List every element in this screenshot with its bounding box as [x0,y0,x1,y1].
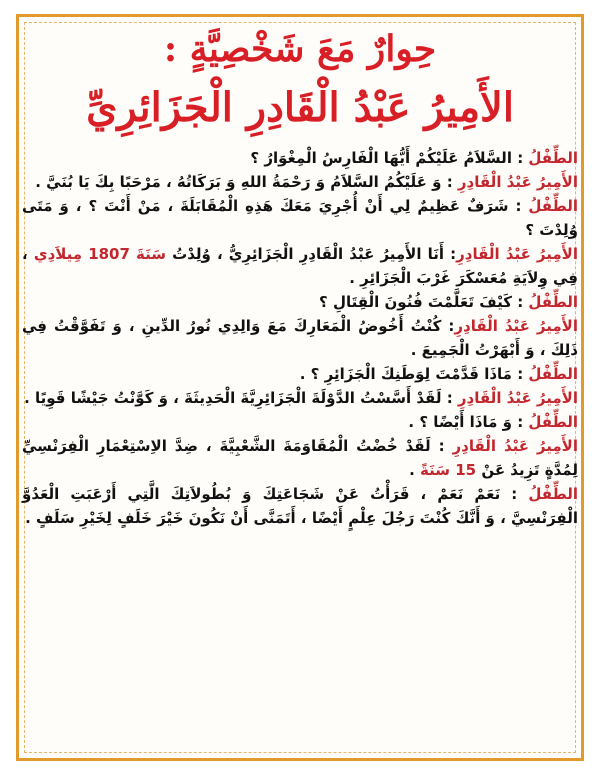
speaker: الطِّفْلُ [528,485,578,503]
speaker: الطِّفْلُ [528,365,578,383]
dialogue-line: الطِّفْلُ : كَيْفَ تَعَلَّمْتَ فُنُونَ الْقِتَالِ ؟ [319,293,578,311]
dialogue-line: الأَمِيرُ عَبْدُ الْقَادِرِ: أَنَا الأَمِيرُ عَبْدُ الْقَادِرِ الْجَزَائِرِيُّ ، وُلِدْتُ سَنَةَ 1807 مِيلاَدِي ، فِي وِلاَيَةِ مُعَسْكَرَ غَرْبَ الْجَزَائِرِ . [22,245,578,287]
line-text: ، فِي وِلاَيَةِ مُعَسْكَرَ غَرْبَ الْجَزَائِرِ . [22,245,578,287]
speaker: الطِّفْلُ [528,413,578,431]
dialogue-line: الأَمِيرُ عَبْدُ الْقَادِرِ : لَقَدْ أَسَّسْتُ الدَّوْلَةَ الْجَزَائِرِيَّةَ الْحَدِيثَةَ ، وَ كَوَّنْتُ جَيْشًا قَوِيًا . [24,389,578,407]
dialogue-line: الطِّفْلُ : نَعَمْ نَعَمْ ، قَرَأْتُ عَنْ شَجَاعَتِكَ وَ بُطُولاَتِكَ الَّتِي أَرْعَبَتِ الْعَدُوَّ الْفِرَنْسِيَّ ، وَ أَنَّكَ كُنْتَ رَجُلَ عِلْمٍ أَيْضًا ، أَتَمَنَّى أَنْ نَكُونَ خَيْرَ خَلَفٍ لِخَيْرِ سَلَفٍ . [22,485,578,527]
dialogue-line: الطِّفْلُ : وَ مَاذَا أَيْضًا ؟ . [408,413,578,431]
line-text: السَّلاَمُ عَلَيْكُمْ أَيُّهَا الْفَارِسُ الْمِغْوَارُ ؟ [250,149,512,167]
birth-year-highlight: سَنَةَ 1807 مِيلاَدِي [33,245,167,263]
speaker: الأَمِيرُ عَبْدُ الْقَادِرِ [454,317,578,335]
speaker: الطِّفْلُ [528,149,578,167]
line-text: لَقَدْ أَسَّسْتُ الدَّوْلَةَ الْجَزَائِرِيَّةَ الْحَدِيثَةَ ، وَ كَوَّنْتُ جَيْشًا قَوِيًا . [24,389,442,407]
dialogue-line: الطِّفْلُ : السَّلاَمُ عَلَيْكُمْ أَيُّهَا الْفَارِسُ الْمِغْوَارُ ؟ [250,149,578,167]
line-text: أَنَا الأَمِيرُ عَبْدُ الْقَادِرِ الْجَزَائِرِيُّ ، وُلِدْتُ [172,245,445,263]
line-text: وَ عَلَيْكُمُ السَّلاَمُ وَ رَحْمَةُ اللهِ وَ بَرَكَاتُهُ ، مَرْحَبًا بِكَ يَا بُنَيَّ . [35,173,442,191]
line-text: شَرَفٌ عَظِيمٌ لِي أَنْ أُجْرِيَ مَعَكَ هَذِهِ الْمُقَابَلَةَ ، مَنْ أَنْتَ ؟ ، وَ مَتَى وُلِدْتَ ؟ [22,197,578,239]
dialogue-line: الأَمِيرُ عَبْدُ الْقَادِرِ : لَقَدْ خُضْتُ الْمُقَاوَمَةَ الشَّعْبِيَّةَ ، ضِدَّ الاِسْتِعْمَارِ الْفِرَنْسِيِّ لِمُدَّةٍ تَزِيدُ عَنْ 15 سَنَةً . [22,437,578,479]
speaker: الطِّفْلُ [528,293,578,311]
duration-highlight: 15 سَنَةً [420,461,477,479]
dialogue-line: الأَمِيرُ عَبْدُ الْقَادِرِ: كُنْتُ أَخُوضُ الْمَعَارِكَ مَعَ وَالِدِي نُورُ الدِّينِ ، وَ تَفَوَّقْتُ فِي ذَلِكَ ، وَ أَبْهَرْتُ الْجَمِيعَ . [22,317,578,359]
speaker: الأَمِيرُ عَبْدُ الْقَادِرِ [456,245,578,263]
line-text: كَيْفَ تَعَلَّمْتَ فُنُونَ الْقِتَالِ ؟ [319,293,512,311]
line-text: كُنْتُ أَخُوضُ الْمَعَارِكَ مَعَ وَالِدِي نُورُ الدِّينِ ، وَ تَفَوَّقْتُ فِي ذَلِكَ ، وَ أَبْهَرْتُ الْجَمِيعَ . [22,317,578,359]
dialogue [22,146,578,530]
speaker: الأَمِيرُ عَبْدُ الْقَادِرِ [457,173,578,191]
title-line-1: حِوارٌ مَعَ شَخْصِيَّةٍ : [163,28,437,70]
speaker: الطِّفْلُ [528,197,578,215]
line-text: مَاذَا قَدَّمْتَ لِوَطَنِكَ الْجَزَائِرِ ؟ . [299,365,512,383]
line-text: نَعَمْ نَعَمْ ، قَرَأْتُ عَنْ شَجَاعَتِكَ وَ بُطُولاَتِكَ الَّتِي أَرْعَبَتِ الْعَدُوَّ الْفِرَنْسِيَّ ، وَ أَنَّكَ كُنْتَ رَجُلَ عِلْمٍ أَيْضًا ، أَتَمَنَّى أَنْ نَكُونَ خَيْرَ خَلَفٍ لِخَيْرِ سَلَفٍ . [22,485,578,527]
dialogue-line: الطِّفْلُ : مَاذَا قَدَّمْتَ لِوَطَنِكَ الْجَزَائِرِ ؟ . [299,365,578,383]
line-text: لَقَدْ خُضْتُ الْمُقَاوَمَةَ الشَّعْبِيَّةَ ، ضِدَّ الاِسْتِعْمَارِ الْفِرَنْسِيِّ لِمُدَّةٍ تَزِيدُ عَنْ [22,437,578,479]
dialogue-line: الأَمِيرُ عَبْدُ الْقَادِرِ : وَ عَلَيْكُمُ السَّلاَمُ وَ رَحْمَةُ اللهِ وَ بَرَكَاتُهُ ، مَرْحَبًا بِكَ يَا بُنَيَّ . [35,173,578,191]
speaker: الأَمِيرُ عَبْدُ الْقَادِرِ [457,389,578,407]
line-text: وَ مَاذَا أَيْضًا ؟ . [408,413,512,431]
dialogue-line: الطِّفْلُ : شَرَفٌ عَظِيمٌ لِي أَنْ أُجْرِيَ مَعَكَ هَذِهِ الْمُقَابَلَةَ ، مَنْ أَنْتَ ؟ ، وَ مَتَى وُلِدْتَ ؟ [22,197,578,239]
line-text: . [409,461,415,479]
title-line-2: الأَمِيرُ عَبْدُ الْقَادِرِ الْجَزَائِرِيِّ [86,84,514,131]
speaker: الأَمِيرُ عَبْدُ الْقَادِرِ [452,437,578,455]
